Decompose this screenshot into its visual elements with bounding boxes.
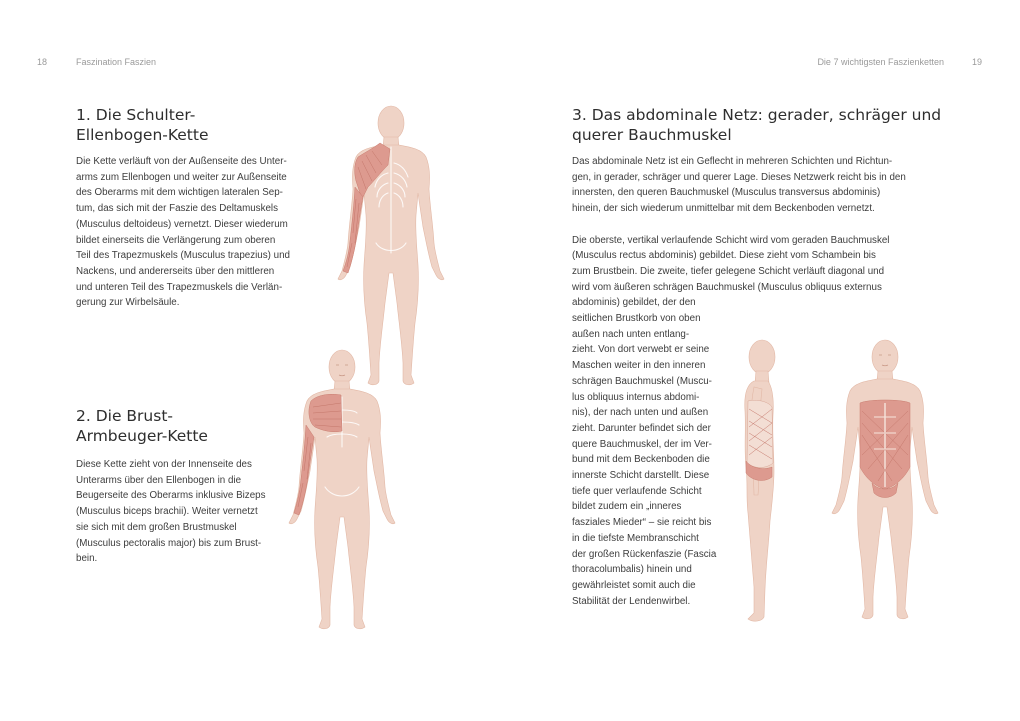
text-line: gerung zur Wirbelsäule. bbox=[76, 297, 180, 309]
section1-heading bbox=[76, 105, 209, 145]
text-line: abdominis) gebildet, der den bbox=[572, 297, 696, 309]
side-view-figure-illustration bbox=[732, 337, 792, 627]
text-line: nis), der nach unten und außen bbox=[572, 407, 709, 419]
section2-body bbox=[76, 457, 266, 567]
section3-heading-line: 3. Das abdominale Netz: gerader, schräger und bbox=[572, 106, 942, 124]
text-line: zieht. Darunter befindet sich der bbox=[572, 422, 711, 434]
front-view-figure-chest bbox=[287, 347, 397, 635]
text-line: bein. bbox=[76, 553, 98, 565]
text-line: bund mit dem Beckenboden die bbox=[572, 454, 710, 466]
text-line: lus obliquus internus abdomi- bbox=[572, 391, 700, 403]
text-line: Beugerseite des Oberarms inklusive Bizeps bbox=[76, 490, 266, 502]
text-line: bildet zudem ein „inneres bbox=[572, 501, 682, 513]
front-view-figure-abdomen bbox=[830, 337, 940, 627]
text-line: sie sich mit dem großen Brustmuskel bbox=[76, 521, 237, 533]
text-line: zieht. Von dort verwebt er seine bbox=[572, 344, 710, 356]
right-page bbox=[510, 0, 1020, 721]
text-line: bildet einerseits die Verlängerung zum oberen bbox=[76, 234, 276, 246]
section1-heading-line: 1. Die Schulter- bbox=[76, 106, 196, 124]
text-line: Unterarms über den Ellenbogen in die bbox=[76, 474, 242, 486]
text-line: tiefe quer verlaufende Schicht bbox=[572, 485, 702, 497]
front-view-figure-abdomen-illustration bbox=[830, 337, 940, 627]
text-line: fasziales Mieder“ – sie reicht bis bbox=[572, 517, 712, 529]
text-line: hinein, der sich wiederum unmittelbar mit dem Beckenboden vernetzt. bbox=[572, 203, 875, 215]
right-page-number: 19 bbox=[971, 57, 982, 67]
left-running-title: Faszination Faszien bbox=[76, 57, 157, 67]
text-line: Diese Kette zieht von der Innenseite des bbox=[76, 459, 252, 470]
section3-heading bbox=[572, 105, 941, 145]
section1-body bbox=[76, 154, 290, 311]
text-line: Das abdominale Netz ist ein Geflecht in mehreren Schichten und Richtun- bbox=[572, 156, 893, 167]
left-page-number: 18 bbox=[37, 57, 48, 67]
section3-heading-line: querer Bauchmuskel bbox=[572, 126, 732, 144]
text-line: außen nach unten entlang- bbox=[572, 328, 690, 340]
side-abdominal-muscles bbox=[746, 400, 773, 480]
paragraph-gap bbox=[572, 217, 906, 233]
text-line: gewährleistet somit auch die bbox=[572, 579, 696, 591]
text-line: Stabilität der Lendenwirbel. bbox=[572, 595, 691, 607]
section2-heading bbox=[76, 406, 208, 446]
text-line: thoracolumbalis) hinein und bbox=[572, 564, 692, 576]
text-line: quere Bauchmuskel, der im Ver- bbox=[572, 438, 712, 450]
text-line: arms zum Ellenbogen und weiter zur Außenseite bbox=[76, 171, 287, 183]
text-line: Die oberste, vertikal verlaufende Schicht wird vom geraden Bauchmuskel bbox=[572, 234, 890, 246]
text-line: schrägen Bauchmuskel (Muscu- bbox=[572, 375, 712, 387]
text-line: und unteren Teil des Trapezmuskels die Verlän- bbox=[76, 281, 283, 293]
front-view-figure-chest-illustration bbox=[287, 347, 397, 635]
text-line: wird vom äußeren schrägen Bauchmuskel (Musculus obliquus externus bbox=[572, 281, 882, 293]
text-line: seitlichen Brustkorb von oben bbox=[572, 313, 701, 325]
text-line: gen, in gerader, schräger und querer Lage. Dieses Netzwerk reicht bis in den bbox=[572, 171, 906, 183]
text-line: zum Brustbein. Die zweite, tiefer gelegene Schicht verläuft diagonal und bbox=[572, 265, 885, 277]
text-line: (Musculus biceps brachii). Weiter vernetzt bbox=[76, 506, 258, 518]
side-view-figure bbox=[732, 337, 792, 627]
section1-heading-line: Ellenbogen-Kette bbox=[76, 126, 209, 144]
text-line: des Oberarms mit dem wichtigen lateralen Sep- bbox=[76, 187, 283, 199]
text-line: (Musculus deltoideus) vernetzt. Dieser wiederum bbox=[76, 218, 288, 230]
text-line: (Musculus rectus abdominis) gebildet. Diese zieht vom Schambein bis bbox=[572, 250, 876, 262]
text-line: innersten, den queren Bauchmuskel (Musculus transversus abdominis) bbox=[572, 187, 881, 199]
text-line: in die tiefste Membranschicht bbox=[572, 532, 699, 544]
text-line: Die Kette verläuft von der Außenseite des Unter- bbox=[76, 156, 287, 167]
text-line: Nackens, und andererseits über den mittleren bbox=[76, 265, 275, 277]
text-line: Maschen weiter in den inneren bbox=[572, 360, 706, 372]
text-line: innerste Schicht darstellt. Diese bbox=[572, 470, 710, 482]
right-running-title: Die 7 wichtigsten Faszienketten bbox=[817, 57, 944, 67]
section2-heading-line: Armbeuger-Kette bbox=[76, 427, 208, 445]
text-line: Teil des Trapezmuskels (Musculus trapezius) und bbox=[76, 250, 290, 262]
text-line: tum, das sich mit der Faszie des Deltamuskels bbox=[76, 203, 278, 215]
text-line: (Musculus pectoralis major) bis zum Brust- bbox=[76, 537, 262, 549]
section2-heading-line: 2. Die Brust- bbox=[76, 407, 173, 425]
text-line: der großen Rückenfaszie (Fascia bbox=[572, 548, 717, 560]
